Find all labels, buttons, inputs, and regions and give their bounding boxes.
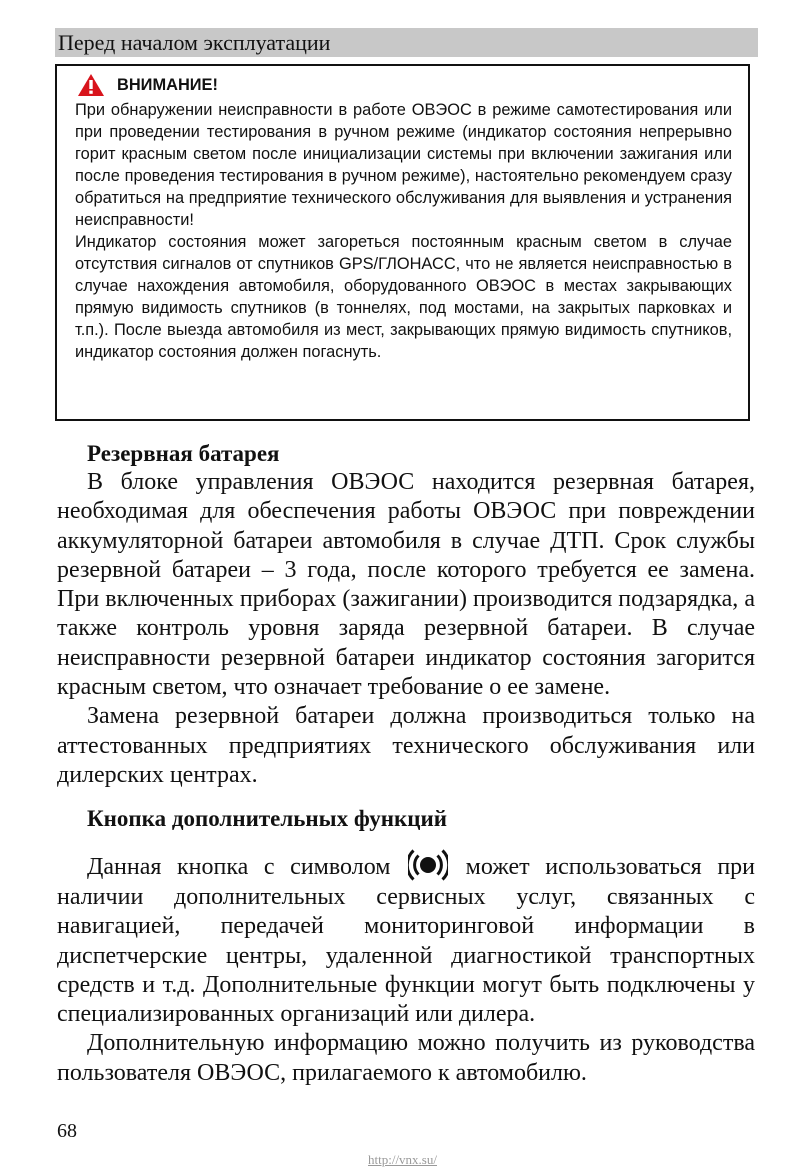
warning-box	[55, 64, 750, 421]
broadcast-signal-icon	[408, 847, 448, 883]
extra-functions-paragraph-1	[57, 847, 755, 1029]
warning-header	[75, 72, 732, 98]
footer-url-link[interactable]: http://vnx.su/	[368, 1152, 437, 1167]
page-header-title: Перед началом эксплуатации	[58, 30, 331, 55]
extra-functions-section	[57, 804, 755, 1088]
page-number: 68	[57, 1120, 77, 1142]
backup-battery-paragraph-2: Замена резервной батареи должна производиться только на аттестованных предприятиях технического обслуживания или дилерских центрах.	[57, 703, 755, 788]
extra-functions-text-before: Данная кнопка с символом	[87, 854, 391, 880]
extra-functions-text-after: может использоваться при наличии дополнительных сервисных услуг, связанных с навигацией, передачей мониторинговой информации в диспетчерские центры, удаленной диагностикой транспортных средств и т.д. Дополнительные функции могут быть подключены у специализированных организаций или дилера.	[57, 854, 755, 1028]
backup-battery-paragraph-1: В блоке управления ОВЭОС находится резервная батарея, необходимая для обеспечения работы ОВЭОС при повреждении аккумуляторной батареи автомобиля в случае ДТП. Срок службы резервной батареи – 3 года, после которого требуется ее замена. При включенных приборах (зажигании) производится подзарядка, а также контроль уровня заряда резервной батареи. В случае неисправности резервной батареи индикатор состояния загорится красным светом, что означает требование о ее замене.	[57, 469, 755, 701]
extra-functions-paragraph-2: Дополнительную информацию можно получить из руководства пользователя ОВЭОС, прилагаемого к автомобилю.	[57, 1030, 755, 1086]
warning-triangle-icon	[77, 73, 105, 97]
warning-title: ВНИМАНИЕ!	[117, 76, 218, 94]
warning-paragraph-2: Индикатор состояния может загореться постоянным красным светом в случае отсутствия сигналов от спутников GPS/ГЛОНАСС, что не является неисправностью в случае нахождения автомобиля, оборудованного ОВЭОС в местах закрывающих прямую видимость спутников (в тоннелях, под мостами, на закрытых парковках и т.п.). После выезда автомобиля из мест, закрывающих прямую видимость спутников, индикатор состояния должен погаснуть.	[75, 233, 732, 361]
warning-paragraph-1: При обнаружении неисправности в работе ОВЭОС в режиме самотестирования или при проведении тестирования в ручном режиме (индикатор состояния непрерывно горит красным светом после инициализации системы при включении зажигания или после проведения тестирования в ручном режиме), настоятельно рекомендуем сразу обратиться на предприятие технического обслуживания для выявления и устранения неисправности!	[75, 101, 732, 229]
extra-functions-heading: Кнопка дополнительных функций	[87, 806, 447, 831]
backup-battery-heading: Резервная батарея	[87, 441, 280, 466]
backup-battery-section	[57, 439, 755, 790]
page-header	[55, 28, 758, 57]
